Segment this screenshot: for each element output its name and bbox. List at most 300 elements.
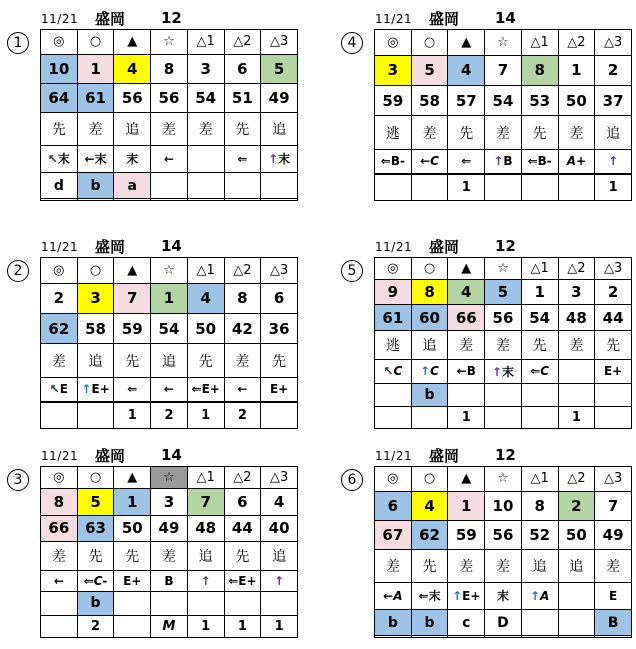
cell-run-style: 追 <box>77 344 114 378</box>
cell-count <box>261 403 298 429</box>
cell-horse-number: 1 <box>558 55 595 85</box>
cell-move: ← <box>224 377 261 401</box>
cell-run-style: 差 <box>151 113 188 145</box>
cell-count <box>448 636 485 638</box>
cell-run-style: 先 <box>411 550 448 582</box>
race-index-badge: 3 <box>7 469 29 491</box>
cell-move: E+ <box>595 359 632 383</box>
cell-text: ↑ <box>491 364 502 379</box>
race-number: 14 <box>495 9 516 27</box>
cell-count: 1 <box>224 615 261 637</box>
cell-text: 1 <box>461 496 472 515</box>
race-grid <box>40 257 298 429</box>
cell-move <box>224 571 261 592</box>
cell-mark: △3 <box>595 258 632 280</box>
cell-horse-number: 8 <box>521 491 558 520</box>
cell-letter <box>114 173 151 199</box>
cell-horse-number <box>558 491 595 520</box>
cell-count <box>151 615 188 637</box>
cell-count: 1 <box>114 403 151 429</box>
cell-move <box>41 145 78 173</box>
race-number: 12 <box>161 9 182 27</box>
grid-row-counts <box>41 199 298 201</box>
cell-text: ☆ <box>163 470 175 486</box>
cell-text: 8 <box>424 283 435 302</box>
cell-text: 1 <box>90 59 101 78</box>
cell-text: 63 <box>85 519 106 538</box>
cell-letter <box>558 384 595 407</box>
cell-count <box>521 175 558 201</box>
grid-row-horse_numbers <box>41 489 298 515</box>
cell-horse-number <box>485 279 522 305</box>
cell-rating: 48 <box>558 305 595 331</box>
grid-row-moves <box>41 377 298 401</box>
cell-text: 8 <box>53 492 65 511</box>
cell-move <box>521 359 558 383</box>
cell-move: ← <box>151 145 188 173</box>
cell-rating <box>448 305 485 331</box>
cell-move: E <box>595 582 632 610</box>
cell-run-style: 差 <box>448 331 485 360</box>
cell-horse-number <box>151 283 188 313</box>
race-header <box>40 445 298 465</box>
cell-horse-number: 7 <box>595 491 632 520</box>
cell-letter <box>595 384 632 407</box>
cell-move <box>187 571 224 592</box>
cell-text: E+ <box>91 382 110 397</box>
cell-text: 8 <box>534 61 545 80</box>
cell-text: 1 <box>163 289 175 308</box>
cell-run-style: 差 <box>595 550 632 582</box>
cell-mark: ☆ <box>485 258 522 280</box>
cell-text: 62 <box>48 319 70 338</box>
cell-count <box>411 175 448 201</box>
cell-run-style: 追 <box>595 116 632 150</box>
cell-letter: c <box>448 610 485 636</box>
grid-row-counts <box>41 615 298 637</box>
cell-horse-number: 2 <box>595 279 632 305</box>
cell-text: A+ <box>566 154 587 169</box>
cell-count: 2 <box>77 615 114 637</box>
cell-mark: ☆ <box>151 258 188 284</box>
cell-move: ← <box>151 377 188 401</box>
cell-rating <box>41 313 78 343</box>
cell-text: ⇐ <box>191 382 202 397</box>
cell-text: E+ <box>201 382 220 397</box>
track-name: 盛岡 <box>95 447 126 465</box>
cell-text: E+ <box>462 588 481 603</box>
cell-mark: △2 <box>558 30 595 56</box>
cell-letter <box>114 592 151 616</box>
race-block-6 <box>347 446 632 638</box>
cell-rating: 44 <box>595 305 632 331</box>
cell-move <box>411 149 448 173</box>
cell-mark: △1 <box>187 467 224 489</box>
grid-row-counts <box>41 403 298 429</box>
cell-text: 4 <box>200 289 211 308</box>
cell-rating: 57 <box>448 85 485 115</box>
cell-text: 4 <box>127 59 138 78</box>
cell-text: A <box>540 588 550 603</box>
cell-run-style: 先 <box>521 116 558 150</box>
grid-row-ratings <box>41 313 298 343</box>
cell-horse-number <box>41 54 78 83</box>
grid-row-ratings <box>375 305 632 331</box>
grid-row-moves <box>41 145 298 173</box>
cell-letter <box>558 610 595 636</box>
cell-text: 5 <box>273 59 285 78</box>
cell-mark <box>151 467 188 489</box>
cell-move: ⇐ <box>114 377 151 401</box>
cell-text: C <box>430 364 439 379</box>
cell-move <box>261 145 298 173</box>
cell-move <box>448 582 485 610</box>
cell-rating: 56 <box>485 305 522 331</box>
cell-letter <box>187 173 224 199</box>
cell-rating <box>411 520 448 549</box>
grid-row-marks <box>375 30 632 56</box>
cell-rating <box>375 305 412 331</box>
race-number: 14 <box>161 446 182 464</box>
cell-text: ↑ <box>493 154 504 169</box>
cell-text: ⇐ <box>228 574 239 589</box>
cell-rating <box>41 83 78 112</box>
cell-run-style: 差 <box>558 331 595 360</box>
cell-mark: ☆ <box>151 30 188 55</box>
cell-text: 61 <box>382 308 404 327</box>
cell-mark: ▲ <box>448 258 485 280</box>
cell-move <box>77 145 114 173</box>
grid-row-moves <box>375 359 632 383</box>
cell-move <box>187 377 224 401</box>
cell-letter: d <box>41 173 78 199</box>
cell-mark: ▲ <box>448 30 485 56</box>
cell-text: ↑ <box>274 574 285 589</box>
cell-text: ↑ <box>268 152 279 167</box>
cell-mark: △1 <box>187 30 224 55</box>
cell-count: 1 <box>595 175 632 201</box>
cell-rating: 52 <box>521 520 558 549</box>
track-name: 盛岡 <box>429 10 460 28</box>
cell-run-style: 追 <box>261 542 298 571</box>
cell-text: ↖ <box>47 152 58 167</box>
race-block-4 <box>347 9 632 201</box>
cell-text: C <box>540 364 550 379</box>
cell-count <box>375 175 412 201</box>
cell-rating: 40 <box>261 515 298 541</box>
cell-count <box>114 199 151 201</box>
cell-mark: △3 <box>261 30 298 55</box>
cell-count <box>151 199 188 201</box>
cell-horse-number <box>77 489 114 515</box>
cell-text: b <box>90 595 101 612</box>
cell-rating: 56 <box>485 520 522 549</box>
cell-move <box>558 582 595 610</box>
cell-count <box>41 199 78 201</box>
track-name: 盛岡 <box>429 238 460 256</box>
cell-run-style: 先 <box>41 113 78 145</box>
grid-row-letters <box>41 592 298 616</box>
cell-move: ⇐ <box>448 149 485 173</box>
cell-rating: 54 <box>187 83 224 112</box>
cell-horse-number <box>114 283 151 313</box>
cell-text: B <box>607 614 619 631</box>
cell-rating: 50 <box>558 520 595 549</box>
cell-mark: ☆ <box>485 467 522 492</box>
cell-count <box>261 199 298 201</box>
cell-letter <box>411 384 448 407</box>
cell-move <box>595 149 632 173</box>
cell-mark: △2 <box>224 258 261 284</box>
cell-move <box>411 359 448 383</box>
cell-move <box>41 377 78 401</box>
cell-rating: 54 <box>151 313 188 343</box>
grid-row-ratings <box>375 85 632 115</box>
cell-move: 末 <box>485 582 522 610</box>
cell-run-style: 追 <box>151 344 188 378</box>
cell-text: 64 <box>48 89 70 108</box>
cell-move <box>375 359 412 383</box>
cell-mark: ☆ <box>485 30 522 56</box>
cell-mark: ▲ <box>114 258 151 284</box>
cell-text: 4 <box>461 61 472 80</box>
cell-rating <box>41 515 78 541</box>
cell-run-style: 先 <box>224 113 261 145</box>
cell-mark: △1 <box>521 258 558 280</box>
cell-horse-number <box>187 283 224 313</box>
cell-text: C- <box>93 574 108 589</box>
race-index-badge: 1 <box>7 32 29 54</box>
cell-letter <box>595 610 632 636</box>
race-grid-host <box>40 257 298 429</box>
race-number: 12 <box>495 237 516 255</box>
cell-count <box>375 407 412 429</box>
cell-letter <box>521 610 558 636</box>
cell-run-style: 追 <box>114 113 151 145</box>
cell-rating <box>77 83 114 112</box>
race-index-badge: 4 <box>341 32 363 54</box>
grid-row-counts <box>375 636 632 638</box>
cell-text: ⇐ <box>530 364 541 379</box>
grid-row-letters <box>375 384 632 407</box>
cell-letter <box>521 384 558 407</box>
cell-run-style: 差 <box>558 116 595 150</box>
cell-rating: 59 <box>448 520 485 549</box>
cell-run-style: 差 <box>77 113 114 145</box>
race-block-1 <box>13 9 298 201</box>
cell-text: 62 <box>419 526 440 545</box>
cell-rating: 42 <box>224 313 261 343</box>
cell-count <box>521 636 558 638</box>
cell-move <box>558 359 595 383</box>
grid-row-horse_numbers <box>375 55 632 85</box>
cell-count <box>411 636 448 638</box>
cell-move: ← <box>41 571 78 592</box>
cell-count <box>77 403 114 429</box>
cell-horse-number <box>375 491 412 520</box>
cell-text: ↖ <box>49 382 60 397</box>
cell-text: B- <box>390 154 405 169</box>
grid-row-ratings <box>41 515 298 541</box>
grid-row-moves <box>41 571 298 592</box>
race-date: 11/21 <box>375 449 413 463</box>
cell-mark: ◎ <box>375 258 412 280</box>
cell-horse-number: 6 <box>224 489 261 515</box>
cell-text: 61 <box>85 89 106 108</box>
cell-rating: 49 <box>151 515 188 541</box>
cell-letter <box>187 592 224 616</box>
cell-mark: △2 <box>224 30 261 55</box>
cell-letter <box>77 173 114 199</box>
cell-count <box>521 407 558 429</box>
cell-text: B- <box>537 154 552 169</box>
cell-text: 60 <box>419 308 440 327</box>
cell-text: E+ <box>238 574 257 589</box>
grid-row-marks <box>41 30 298 55</box>
cell-run-style: 差 <box>485 550 522 582</box>
race-block-2 <box>13 237 298 429</box>
cell-horse-number: 4 <box>261 489 298 515</box>
cell-text: ⇐ <box>83 574 94 589</box>
grid-row-letters <box>41 173 298 199</box>
track-name: 盛岡 <box>95 238 126 256</box>
cell-mark: △2 <box>558 258 595 280</box>
cell-move: E+ <box>261 377 298 401</box>
cell-mark: △3 <box>595 30 632 56</box>
cell-run-style: 先 <box>261 344 298 378</box>
grid-row-moves <box>375 582 632 610</box>
cell-text: a <box>127 177 137 194</box>
cell-text: b <box>424 387 435 404</box>
grid-row-letters <box>375 610 632 636</box>
cell-count <box>558 636 595 638</box>
cell-rating: 49 <box>595 520 632 549</box>
cell-horse-number <box>375 279 412 305</box>
cell-count: 1 <box>558 407 595 429</box>
race-index-badge: 6 <box>341 469 363 491</box>
race-header <box>40 236 298 256</box>
cell-horse-number: 1 <box>521 279 558 305</box>
cell-horse-number <box>114 489 151 515</box>
cell-text: A <box>393 588 403 603</box>
cell-text: b <box>424 614 435 631</box>
race-block-3 <box>13 446 298 638</box>
cell-count <box>41 403 78 429</box>
cell-run-style: 先 <box>595 331 632 360</box>
cell-run-style: 先 <box>77 542 114 571</box>
cell-horse-number <box>411 491 448 520</box>
cell-rating: 50 <box>187 313 224 343</box>
cell-mark: ○ <box>77 30 114 55</box>
cell-mark: ○ <box>411 258 448 280</box>
cell-text: 7 <box>127 289 138 308</box>
cell-run-style: 先 <box>448 116 485 150</box>
cell-mark: ○ <box>411 467 448 492</box>
grid-row-horse_numbers <box>41 54 298 83</box>
cell-move <box>375 149 412 173</box>
cell-count <box>114 615 151 637</box>
cell-mark: ▲ <box>114 467 151 489</box>
cell-run-style: 追 <box>521 550 558 582</box>
cell-move <box>77 377 114 401</box>
cell-horse-number: 8 <box>151 54 188 83</box>
track-name: 盛岡 <box>429 447 460 465</box>
cell-horse-number <box>411 279 448 305</box>
cell-mark: ◎ <box>41 30 78 55</box>
cell-rating: 58 <box>411 85 448 115</box>
cell-text: b <box>387 614 398 631</box>
cell-letter <box>151 173 188 199</box>
cell-run-style: 差 <box>411 116 448 150</box>
cell-rating: 59 <box>114 313 151 343</box>
cell-run-style: 先 <box>187 344 224 378</box>
grid-row-ratings <box>375 520 632 549</box>
cell-run-style: 差 <box>448 550 485 582</box>
cell-count <box>595 407 632 429</box>
cell-run-style: 差 <box>41 542 78 571</box>
cell-rating: 56 <box>151 83 188 112</box>
race-header <box>40 8 298 28</box>
cell-rating: 54 <box>521 305 558 331</box>
cell-mark: ○ <box>77 258 114 284</box>
cell-text: ← <box>383 588 394 603</box>
race-date: 11/21 <box>41 449 79 463</box>
cell-rating: 50 <box>114 515 151 541</box>
cell-text: 2 <box>571 496 582 515</box>
cell-rating: 59 <box>375 85 412 115</box>
cell-count <box>41 615 78 637</box>
race-index-badge: 5 <box>341 260 363 282</box>
grid-row-counts <box>375 407 632 429</box>
cell-horse-number: 3 <box>187 54 224 83</box>
cell-mark: △1 <box>521 467 558 492</box>
grid-row-marks <box>375 467 632 492</box>
cell-letter <box>77 592 114 616</box>
cell-text: B <box>466 364 476 379</box>
cell-rating: 48 <box>187 515 224 541</box>
cell-horse-number <box>448 491 485 520</box>
cell-run-style: 逃 <box>375 331 412 360</box>
cell-count: 1 <box>448 175 485 201</box>
cell-text: b <box>90 177 101 194</box>
cell-run-style: 差 <box>485 331 522 360</box>
cell-horse-number: 8 <box>224 283 261 313</box>
race-header <box>374 445 632 465</box>
cell-horse-number: 3 <box>151 489 188 515</box>
cell-rating: 53 <box>521 85 558 115</box>
cell-run-style: 先 <box>114 344 151 378</box>
cell-move <box>521 149 558 173</box>
cell-mark: ▲ <box>448 467 485 492</box>
race-grid-host <box>374 466 632 638</box>
grid-row-moves <box>375 149 632 173</box>
grid-row-counts <box>375 175 632 201</box>
cell-text: 5 <box>90 492 101 511</box>
cell-horse-number: 6 <box>261 283 298 313</box>
grid-row-marks <box>375 258 632 280</box>
cell-rating: 37 <box>595 85 632 115</box>
race-index-badge: 2 <box>7 260 29 282</box>
cell-mark: △3 <box>261 258 298 284</box>
cell-text: ↑ <box>81 382 92 397</box>
cell-rating <box>411 305 448 331</box>
grid-row-run_styles <box>375 116 632 150</box>
cell-rating <box>77 515 114 541</box>
cell-mark: ○ <box>77 467 114 489</box>
cell-move <box>448 359 485 383</box>
race-grid-host <box>374 257 632 429</box>
race-grid <box>374 257 632 429</box>
